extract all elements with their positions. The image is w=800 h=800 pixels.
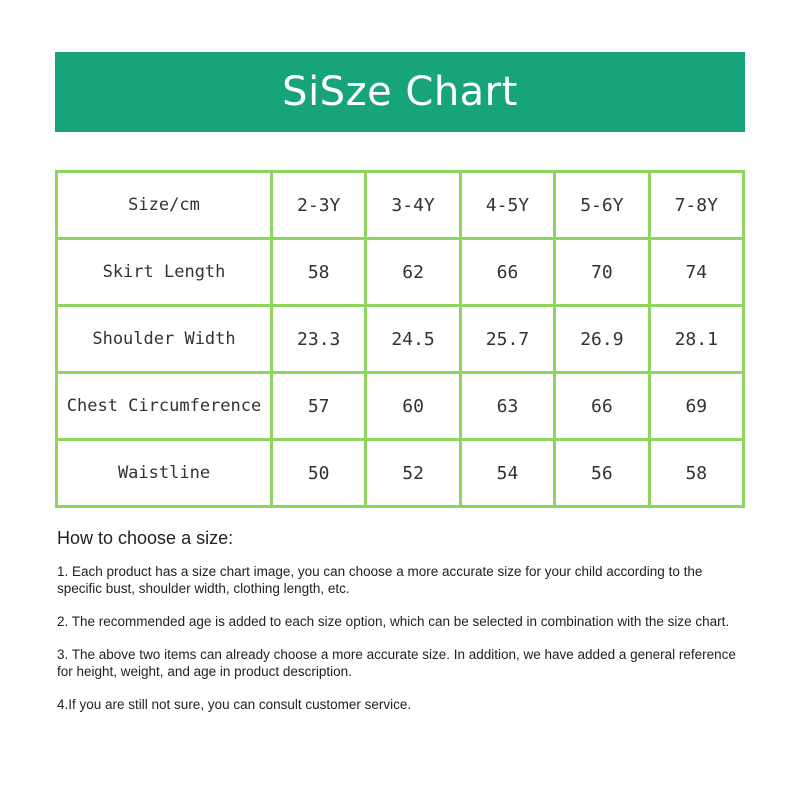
table-cell: 23.3 — [272, 306, 366, 373]
header-cell: 7-8Y — [649, 172, 743, 239]
table-cell: 52 — [366, 440, 460, 507]
table-cell: 66 — [460, 239, 554, 306]
table-row-chest-circumference — [57, 373, 744, 440]
table-cell: 24.5 — [366, 306, 460, 373]
title-banner — [55, 52, 745, 132]
table-cell: 66 — [555, 373, 649, 440]
table-cell: 54 — [460, 440, 554, 507]
table-cell: 28.1 — [649, 306, 743, 373]
table-cell: 58 — [272, 239, 366, 306]
size-chart-table — [55, 170, 745, 508]
table-cell: 26.9 — [555, 306, 649, 373]
header-cell: 3-4Y — [366, 172, 460, 239]
instruction-item-4: 4.If you are still not sure, you can consult customer service. — [57, 697, 412, 712]
table-cell: 25.7 — [460, 306, 554, 373]
table-row-shoulder-width — [57, 306, 744, 373]
table-cell: 60 — [366, 373, 460, 440]
table-header-row — [57, 172, 744, 239]
header-cell-size: Size/cm — [57, 172, 272, 239]
table-cell: 58 — [649, 440, 743, 507]
header-cell: 4-5Y — [460, 172, 554, 239]
instruction-item-2: 2. The recommended age is added to each size option, which can be selected in combination with the size chart. — [57, 614, 730, 629]
instruction-item-1: 1. Each product has a size chart image, you can choose a more accurate size for your child according to the specific bust, shoulder width, clothing length, etc. — [57, 564, 703, 596]
table-cell: 70 — [555, 239, 649, 306]
table-cell: 69 — [649, 373, 743, 440]
table-row-waistline — [57, 440, 744, 507]
row-label: Chest Circumference — [57, 373, 272, 440]
instructions-heading: How to choose a size: — [57, 528, 234, 548]
page-title: SiSze Chart — [282, 69, 518, 115]
row-label: Skirt Length — [57, 239, 272, 306]
instruction-item-3: 3. The above two items can already choose a more accurate size. In addition, we have added a general reference for height, weight, and age in product description. — [57, 647, 736, 679]
header-cell: 2-3Y — [272, 172, 366, 239]
row-label: Waistline — [57, 440, 272, 507]
table-cell: 56 — [555, 440, 649, 507]
table-cell: 74 — [649, 239, 743, 306]
table-cell: 62 — [366, 239, 460, 306]
size-instructions — [57, 528, 747, 729]
row-label: Shoulder Width — [57, 306, 272, 373]
table-cell: 63 — [460, 373, 554, 440]
table-cell: 57 — [272, 373, 366, 440]
table-cell: 50 — [272, 440, 366, 507]
header-cell: 5-6Y — [555, 172, 649, 239]
table-row-skirt-length — [57, 239, 744, 306]
